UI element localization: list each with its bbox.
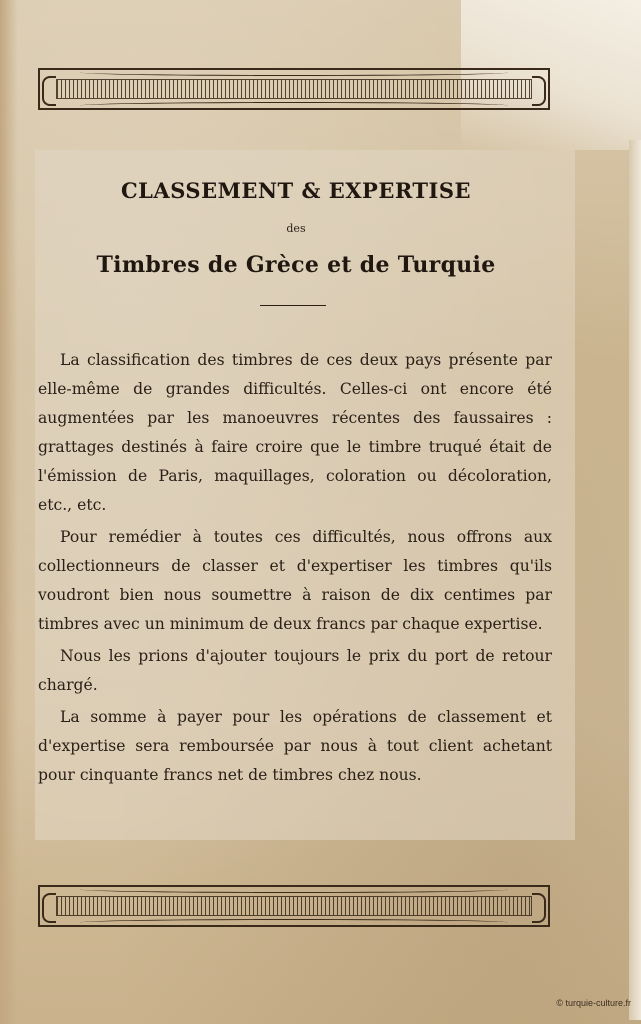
paragraph: Pour remédier à toutes ces difficultés, nous offrons aux collectionneurs de classer et d'expertiser les timbres qu'ils voudront bien nous soumettre à raison de dix centimes par timbres avec un minimum de deux francs par chaque expertise. — [38, 528, 552, 633]
title-divider — [260, 305, 326, 306]
scroll-ornament-left-icon — [42, 76, 56, 106]
paper-edge-right — [629, 140, 641, 1020]
document-body — [38, 346, 552, 793]
ornamental-border-top — [38, 68, 550, 110]
ornamental-border-bottom — [38, 885, 550, 927]
paragraph: La somme à payer pour les opérations de classement et d'expertise sera remboursée par nous à tout client achetant pour cinquante francs net de timbres chez nous. — [38, 708, 552, 784]
title-connector: des — [286, 222, 306, 235]
paper-edge-left — [0, 0, 18, 1024]
document-title: CLASSEMENT & EXPERTISE — [120, 178, 472, 203]
scroll-ornament-left-icon — [42, 893, 56, 923]
paragraph: Nous les prions d'ajouter toujours le prix du port de retour chargé. — [38, 647, 552, 694]
scroll-ornament-right-icon — [532, 893, 546, 923]
watermark-credit: © turquie-culture.fr — [556, 998, 631, 1008]
scroll-ornament-right-icon — [532, 76, 546, 106]
paragraph: La classification des timbres de ces deux pays présente par elle-même de grandes difficultés. Celles-ci ont encore été augmentées par les manoeuvres récentes des faussaires : grattages destinés à faire croire que le timbre truqué était de l'émission de Paris, maquillages, coloration ou décoloration, etc., etc. — [38, 351, 552, 514]
document-subtitle: Timbres de Grèce et de Turquie — [96, 252, 496, 278]
ornament-band — [56, 896, 532, 916]
ornament-band — [56, 79, 532, 99]
